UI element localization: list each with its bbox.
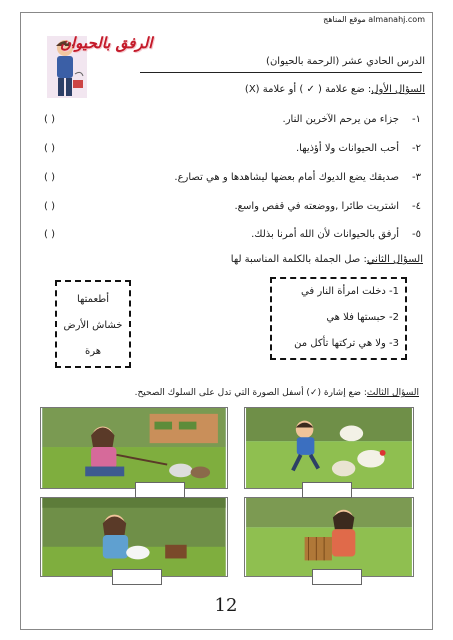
word-item[interactable]: أطعمتها	[76, 294, 110, 305]
q1-item-text: أرفق بالحيوانات لأن الله أمرنا بذلك.	[251, 229, 399, 240]
picture-girl-feeding-rabbits	[40, 407, 228, 489]
q1-item-text: صديقك يضع الديوك أمام بعضها ليشاهدها و هي تصارع.	[174, 172, 399, 183]
q1-item	[61, 114, 421, 128]
sentence-item[interactable]: 2- حبستها فلا هي	[326, 312, 399, 323]
q1-item	[61, 201, 421, 215]
word-item[interactable]: هرة	[84, 346, 102, 357]
q1-item-number: ١-	[412, 114, 421, 125]
q1-heading	[245, 84, 425, 95]
answer-parentheses[interactable]: ( )	[44, 114, 55, 125]
q1-item-number: ٥-	[412, 229, 421, 240]
answer-box[interactable]	[135, 482, 185, 498]
q1-item-number: ٣-	[412, 172, 421, 183]
answer-parentheses[interactable]: ( )	[44, 172, 55, 183]
lesson-title: الدرس الحادي عشر (الرحمة بالحيوان)	[266, 56, 425, 67]
answer-parentheses[interactable]: ( )	[44, 201, 55, 212]
q1-item-number: ٢-	[412, 143, 421, 154]
answer-parentheses[interactable]: ( )	[44, 229, 55, 240]
q1-item	[61, 229, 421, 243]
q1-item-text: اشتريت طائرا ,ووضعته في قفص واسع.	[234, 201, 399, 212]
page-number: 12	[214, 595, 238, 616]
q1-instruction: : ضع علامة ( ✓ ) أو علامة (X)	[244, 84, 372, 95]
q1-item	[61, 143, 421, 157]
answer-box[interactable]	[302, 482, 352, 498]
q1-item	[61, 172, 421, 186]
answer-box[interactable]	[312, 569, 362, 585]
q2-heading	[231, 254, 423, 265]
picture-girl-with-cage	[244, 497, 414, 577]
sentence-item[interactable]: 3- ولا هي تركتها تأكل من	[294, 338, 399, 349]
q2-label: السؤال الثاني	[366, 254, 423, 265]
q1-item-number: ٤-	[412, 201, 421, 212]
q2-instruction: : صل الجملة بالكلمة المناسبة لها	[230, 254, 367, 265]
header-divider	[140, 72, 422, 73]
site-watermark-text: موقع المناهج almanahj.com	[323, 15, 425, 24]
q3-label: السؤال الثالث	[366, 388, 419, 398]
word-item[interactable]: خشاش الأرض	[63, 320, 123, 331]
q1-label: السؤال الأول	[371, 84, 425, 95]
q3-instruction: : ضع إشارة (✓) أسفل الصورة التي تدل على السلوك الصحيح.	[134, 388, 367, 398]
q3-heading	[135, 388, 419, 398]
q1-item-text: أحب الحيوانات ولا أؤذيها.	[295, 143, 399, 154]
logo-title: الرفق بالحيوان	[60, 34, 153, 52]
answer-box[interactable]	[112, 569, 162, 585]
sentence-item[interactable]: 1- دخلت امرأة النار في	[301, 286, 399, 297]
q1-item-text: جزاء من يرحم الآخرين النار.	[282, 114, 399, 125]
picture-boy-chasing-chickens	[244, 407, 414, 489]
answer-parentheses[interactable]: ( )	[44, 143, 55, 154]
picture-girl-with-cat	[40, 497, 228, 577]
